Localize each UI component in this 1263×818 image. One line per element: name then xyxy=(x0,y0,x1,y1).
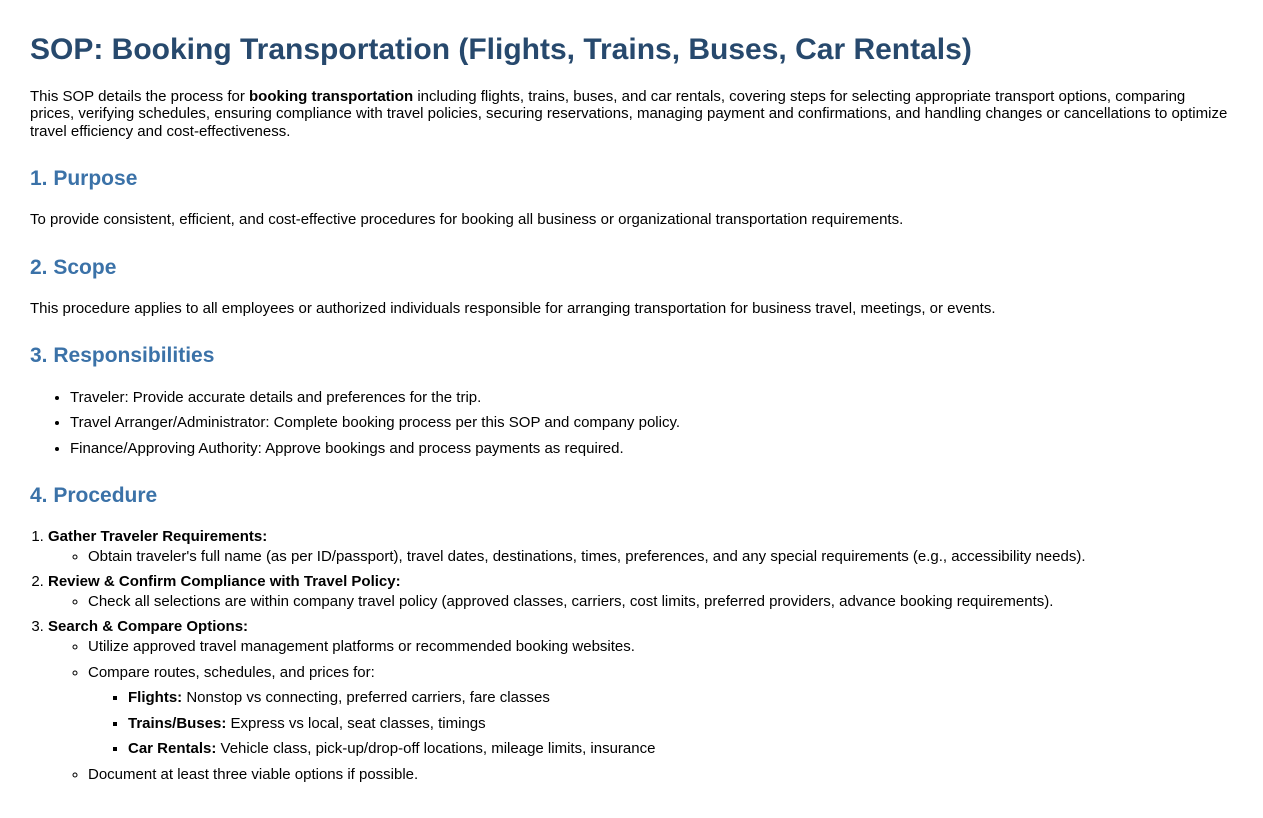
responsibility-item: • Travel Arranger/Administrator: Complete booking process per this SOP and company policy. xyxy=(70,414,1233,432)
compare-option-label: Flights: xyxy=(128,689,183,707)
compare-option xyxy=(128,689,1233,707)
responsibility-item: • Traveler: Provide accurate details and preferences for the trip. xyxy=(70,389,1233,407)
procedure-step xyxy=(48,528,1233,565)
intro-text-bold: booking transportation xyxy=(249,87,414,105)
procedure-substep-list xyxy=(48,593,1233,611)
procedure-substep-text: Compare routes, schedules, and prices for: xyxy=(88,663,375,681)
procedure-list xyxy=(30,528,1233,783)
intro-text-post: including flights, trains, buses, and car rentals, covering steps for selecting appropriate transport options, comparing prices, verifying schedules, ensuring compliance with travel policies, securing reservations, managing payment and confirmations, and handling changes or cancellations to optimize travel efficiency and cost-effectiveness. xyxy=(30,87,1228,140)
procedure-substep: ◦ Utilize approved travel management platforms or recommended booking websites. xyxy=(88,638,1233,656)
procedure-step-title: Review & Confirm Compliance with Travel Policy: xyxy=(48,573,401,591)
compare-option xyxy=(128,715,1233,733)
section-heading-procedure: 4. Procedure xyxy=(30,484,158,508)
section-heading-responsibilities: 3. Responsibilities xyxy=(30,344,215,368)
section-heading-scope: 2. Scope xyxy=(30,255,117,279)
purpose-text: To provide consistent, efficient, and cost-effective procedures for booking all business or organizational transportation requirements. xyxy=(30,211,904,229)
compare-option-text: Nonstop vs connecting, preferred carriers, fare classes xyxy=(182,689,550,707)
procedure-step xyxy=(48,573,1233,610)
procedure-step-title: Search & Compare Options: xyxy=(48,618,249,636)
responsibilities-list xyxy=(30,389,1233,458)
procedure-substep: ◦ Obtain traveler's full name (as per ID/passport), travel dates, destinations, times, preferences, and any special requirements (e.g., accessibility needs). xyxy=(88,548,1233,566)
section-heading-purpose: 1. Purpose xyxy=(30,167,138,191)
compare-option xyxy=(128,740,1233,758)
procedure-substep: ◦ Check all selections are within company travel policy (approved classes, carriers, cost limits, preferred providers, advance booking requirements). xyxy=(88,593,1233,611)
intro-text-pre: This SOP details the process for xyxy=(30,87,249,105)
compare-option-text: Express vs local, seat classes, timings xyxy=(226,714,486,732)
page-title: SOP: Booking Transportation (Flights, Trains, Buses, Car Rentals) xyxy=(30,33,972,66)
responsibility-item: • Finance/Approving Authority: Approve bookings and process payments as required. xyxy=(70,440,1233,458)
intro-paragraph xyxy=(30,88,1233,141)
procedure-substep xyxy=(88,664,1233,758)
procedure-step xyxy=(48,618,1233,783)
compare-options-list xyxy=(88,689,1233,758)
procedure-step-title: Gather Traveler Requirements: xyxy=(48,528,268,546)
scope-text: This procedure applies to all employees or authorized individuals responsible for arranging transportation for business travel, meetings, or events. xyxy=(30,299,996,317)
procedure-substep-list xyxy=(48,548,1233,566)
compare-option-label: Car Rentals: xyxy=(128,740,217,758)
procedure-substep: ◦ Document at least three viable options if possible. xyxy=(88,766,1233,784)
procedure-substep-list xyxy=(48,638,1233,783)
compare-option-text: Vehicle class, pick-up/drop-off locations, mileage limits, insurance xyxy=(216,740,656,758)
compare-option-label: Trains/Buses: xyxy=(128,714,227,732)
